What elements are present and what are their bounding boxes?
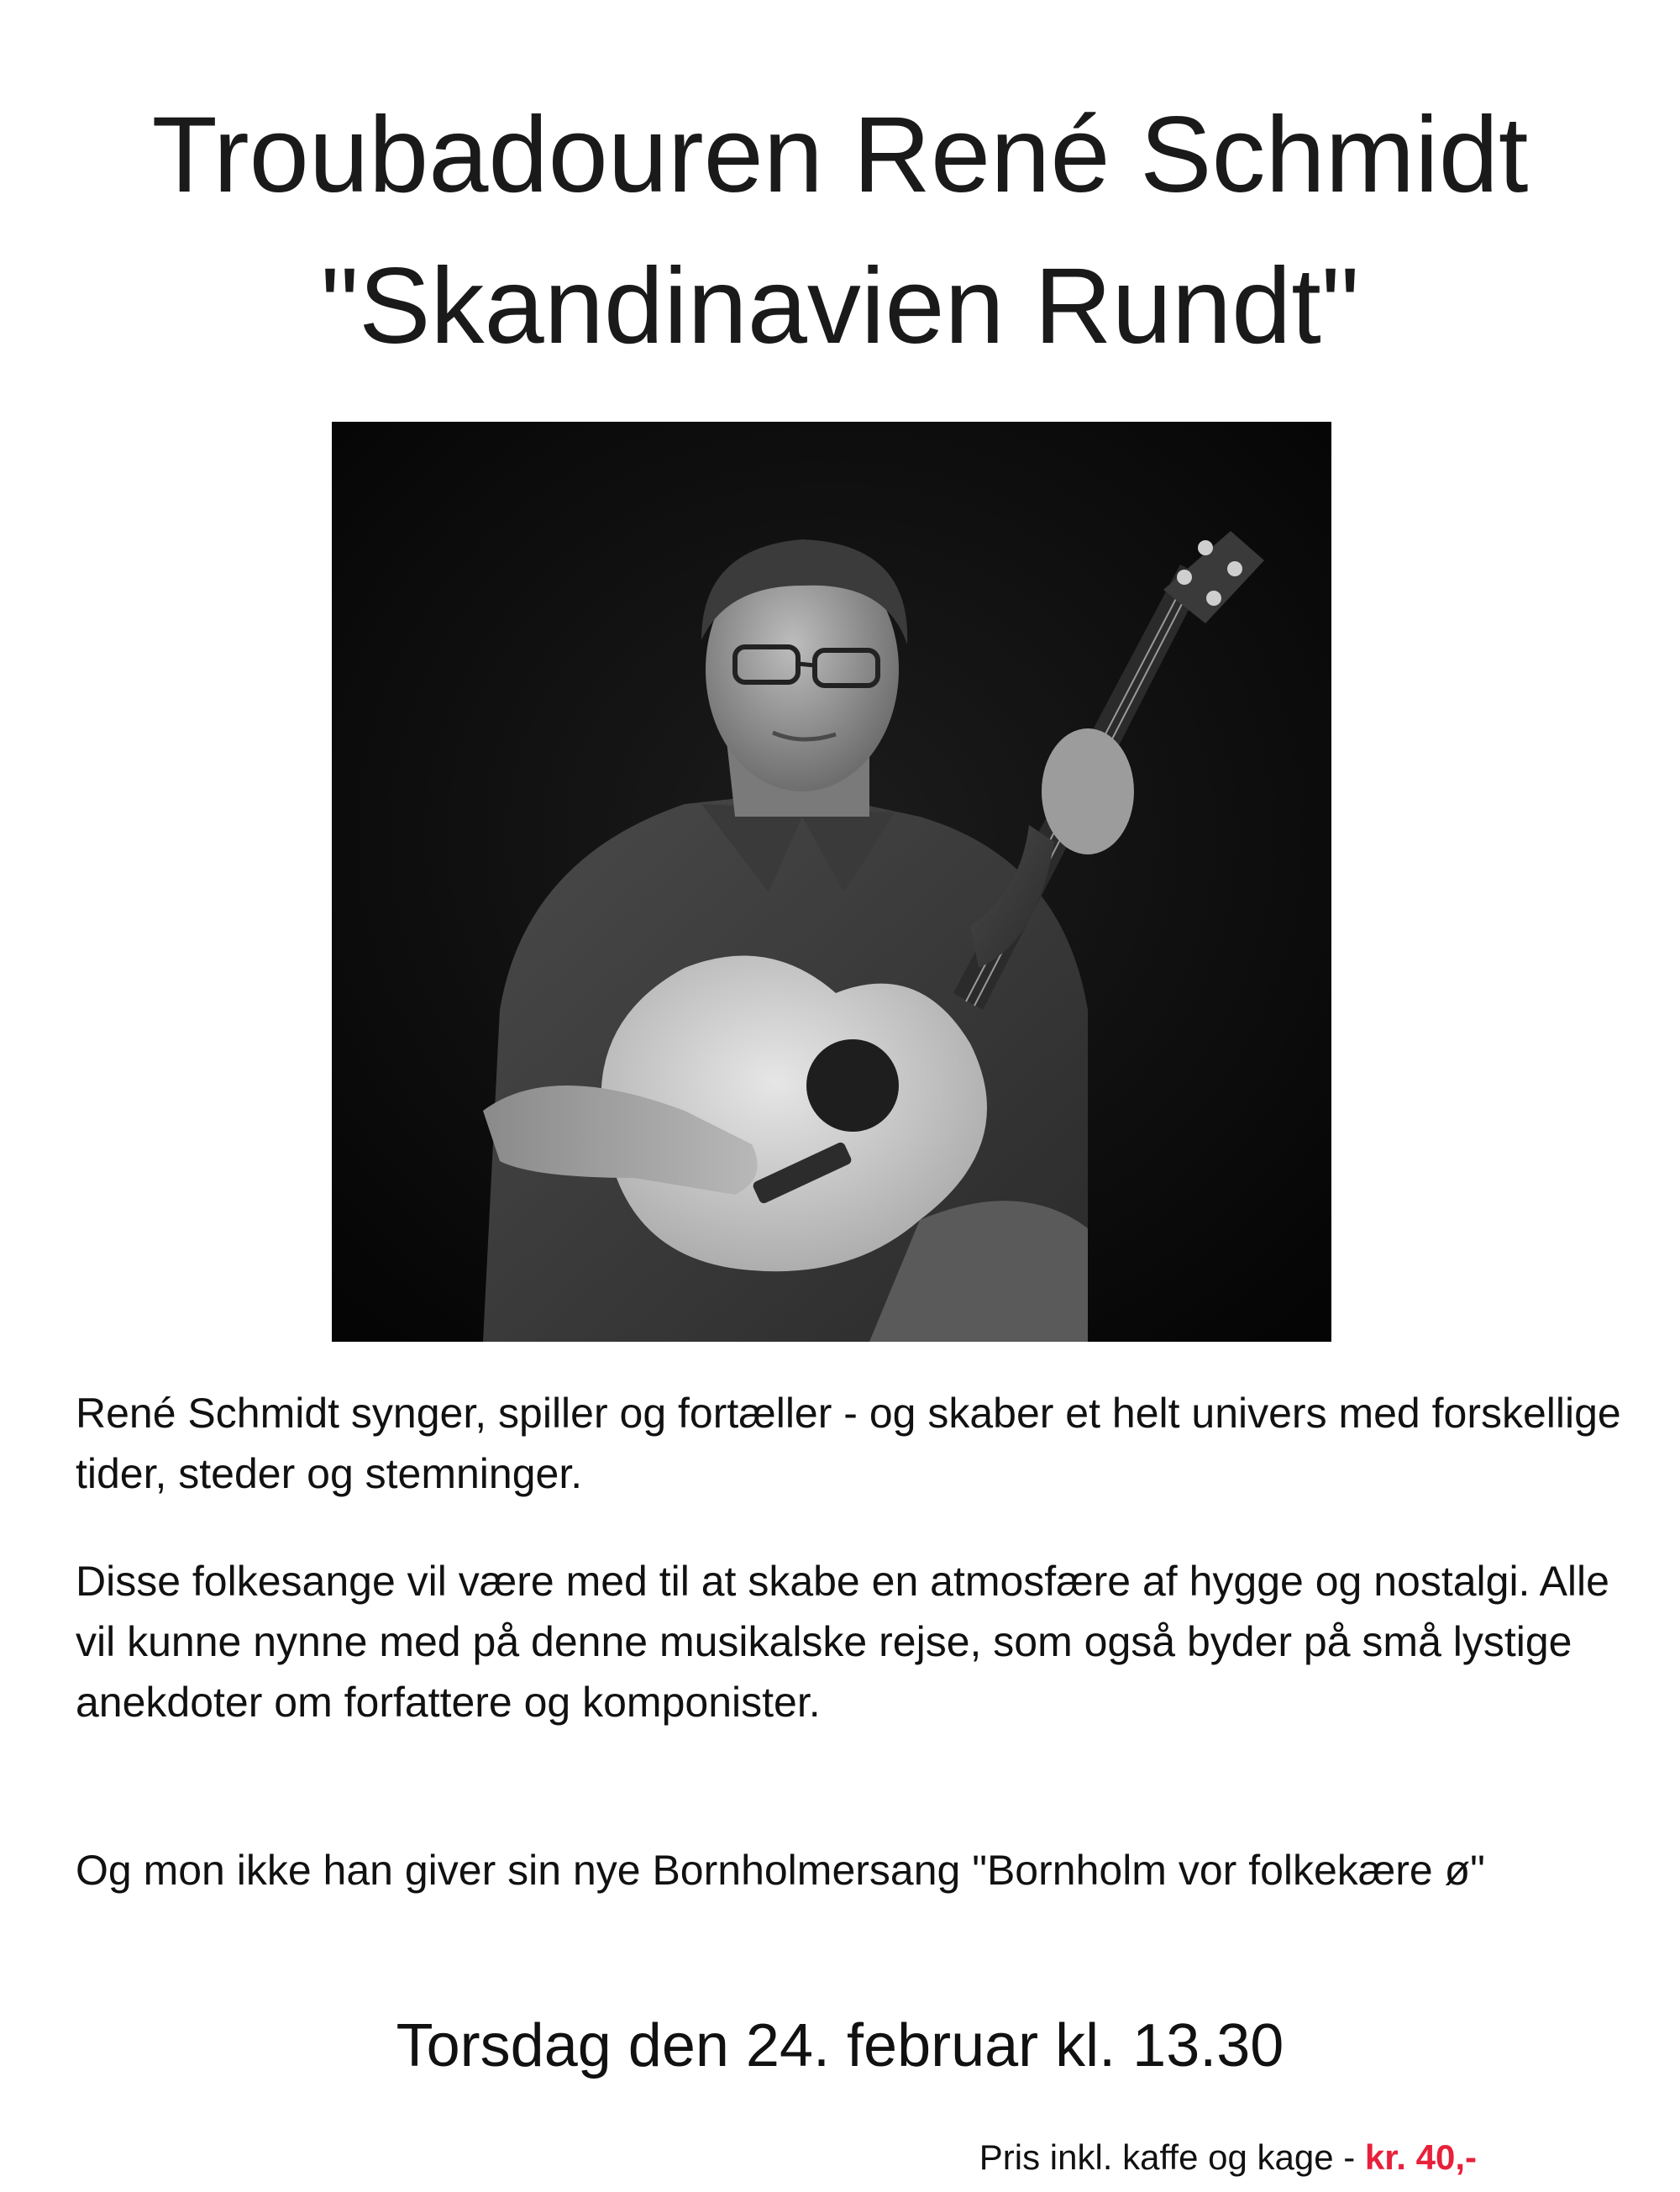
price-amount: kr. 40,- [1364,2137,1477,2177]
description-paragraph-1: René Schmidt synger, spiller og fortæller - og skaber et helt univers med forskellige tider, steder og stemninger. [76,1390,1621,1497]
poster-title-line-2: "Skandinavien Rundt" [320,246,1360,366]
price-line [979,2134,1477,2181]
event-date-time: Torsdag den 24. februar kl. 13.30 [396,2012,1284,2079]
performer-photo [332,422,1331,1342]
description-paragraph-2: Disse folkesange vil være med til at skabe en atmosfære af hygge og nostalgi. Alle vil kunne nynne med på denne musikalske rejse, som også byder på små lystige anekdoter om forfattere og komponister. [76,1558,1609,1726]
description-paragraph-3: Og mon ikke han giver sin nye Bornholmersang "Bornholm vor folkekære ø" [76,1847,1485,1894]
performer-with-guitar-illustration [332,422,1331,1342]
price-label: Pris inkl. kaffe og kage - [979,2137,1365,2177]
poster-title-line-1: Troubadouren René Schmidt [151,95,1529,215]
